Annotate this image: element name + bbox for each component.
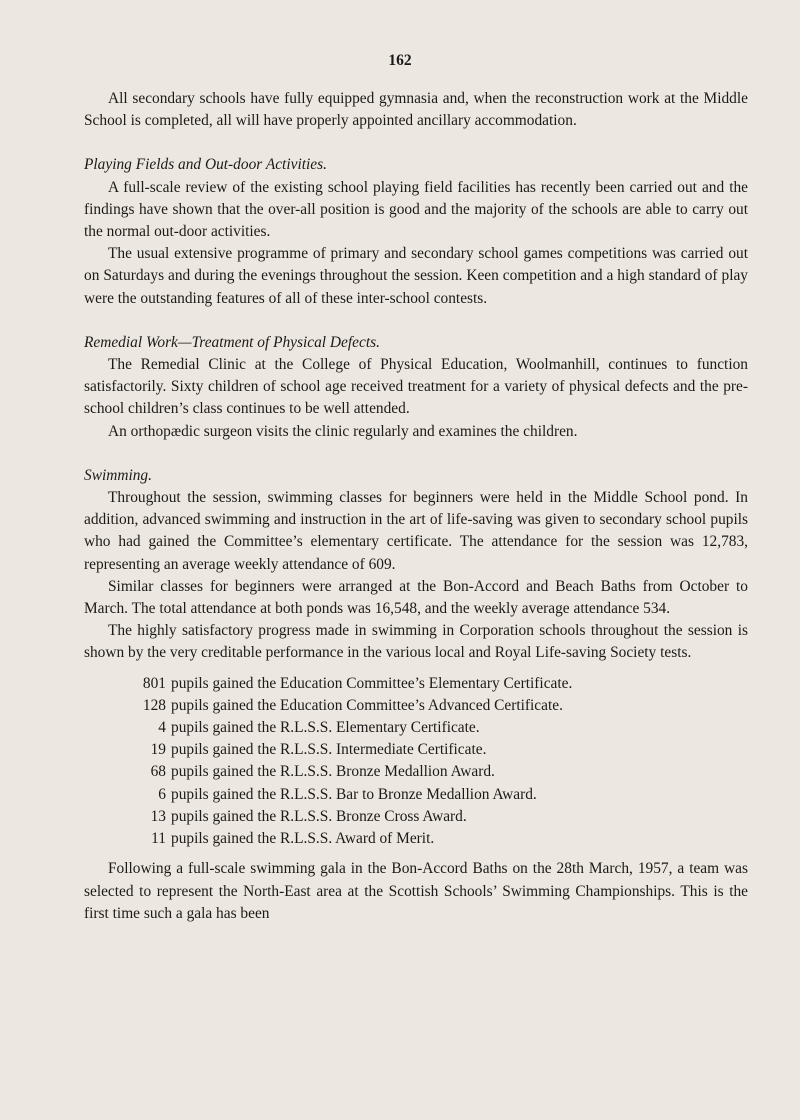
award-count: 801 [142, 674, 166, 692]
list-item [84, 784, 748, 806]
award-text: pupils gained the R.L.S.S. Bronze Cross Award. [171, 807, 467, 825]
list-item [84, 739, 748, 761]
paragraph: Following a full-scale swimming gala in the Bon-Accord Baths on the 28th March, 1957, a team was selected to represent the North-East area at the Scottish Schools’ Swimming Championships. This is the first time such a gala has been [84, 860, 748, 922]
list-item [84, 806, 748, 828]
paragraph: The Remedial Clinic at the College of Physical Education, Woolmanhill, continues to function satisfactorily. Sixty children of school age received treatment for a variety of physical defects and the pre-school children’s class continues to be well attended. [84, 356, 748, 418]
award-count: 4 [158, 719, 166, 737]
paragraph: The highly satisfactory progress made in swimming in Corporation schools throughout the session is shown by the very creditable performance in the various local and Royal Life-saving Society tests. [84, 622, 748, 662]
page-content [84, 88, 748, 925]
paragraph: An orthopædic surgeon visits the clinic regularly and examines the children. [108, 422, 578, 440]
list-item [84, 828, 748, 850]
paragraph: The usual extensive programme of primary and secondary school games competitions was carried out on Saturdays and during the evenings throughout the session. Keen competition and a high standard of play were the outstanding features of all of these inter-school contests. [84, 245, 748, 307]
award-text: pupils gained the R.L.S.S. Award of Merit. [171, 830, 435, 848]
intro-paragraph: All secondary schools have fully equipped gymnasia and, when the reconstruction work at the Middle School is completed, all will have properly appointed ancillary accommodation. [84, 90, 748, 130]
list-item [84, 673, 748, 695]
award-count: 128 [142, 696, 166, 714]
award-count: 11 [151, 830, 166, 848]
section-heading-swimming: Swimming. [84, 466, 152, 484]
award-count: 68 [150, 763, 166, 781]
list-item [84, 717, 748, 739]
paragraph: A full-scale review of the existing school playing field facilities has recently been carried out and the findings have shown that the over-all position is good and the majority of the schools are able to carry out the normal out-door activities. [84, 178, 748, 241]
award-text: pupils gained the R.L.S.S. Bronze Medallion Award. [171, 763, 495, 781]
section-heading-remedial-work: Remedial Work—Treatment of Physical Defects. [84, 333, 380, 351]
award-count: 19 [150, 741, 166, 759]
list-item [84, 695, 748, 717]
page-number: 162 [388, 52, 412, 69]
list-item [84, 761, 748, 783]
award-text: pupils gained the R.L.S.S. Bar to Bronze Medallion Award. [171, 785, 537, 803]
award-count: 6 [158, 785, 166, 803]
award-text: pupils gained the R.L.S.S. Intermediate Certificate. [171, 741, 487, 759]
paragraph: Throughout the session, swimming classes for beginners were held in the Middle School pond. In addition, advanced swimming and instruction in the art of life-saving was given to secondary school pupils who had gained the Committee’s elementary certificate. The attendance for the session was 12,783, representing an average weekly attendance of 609. [84, 489, 748, 573]
awards-list [84, 673, 748, 851]
award-text: pupils gained the Education Committee’s Advanced Certificate. [171, 696, 563, 714]
section-heading-playing-fields: Playing Fields and Out-door Activities. [84, 156, 327, 174]
paragraph: Similar classes for beginners were arranged at the Bon-Accord and Beach Baths from October to March. The total attendance at both ponds was 16,548, and the weekly average attendance 534. [84, 577, 748, 618]
award-count: 13 [150, 807, 166, 825]
award-text: pupils gained the Education Committee’s Elementary Certificate. [171, 674, 573, 692]
award-text: pupils gained the R.L.S.S. Elementary Certificate. [171, 719, 480, 737]
